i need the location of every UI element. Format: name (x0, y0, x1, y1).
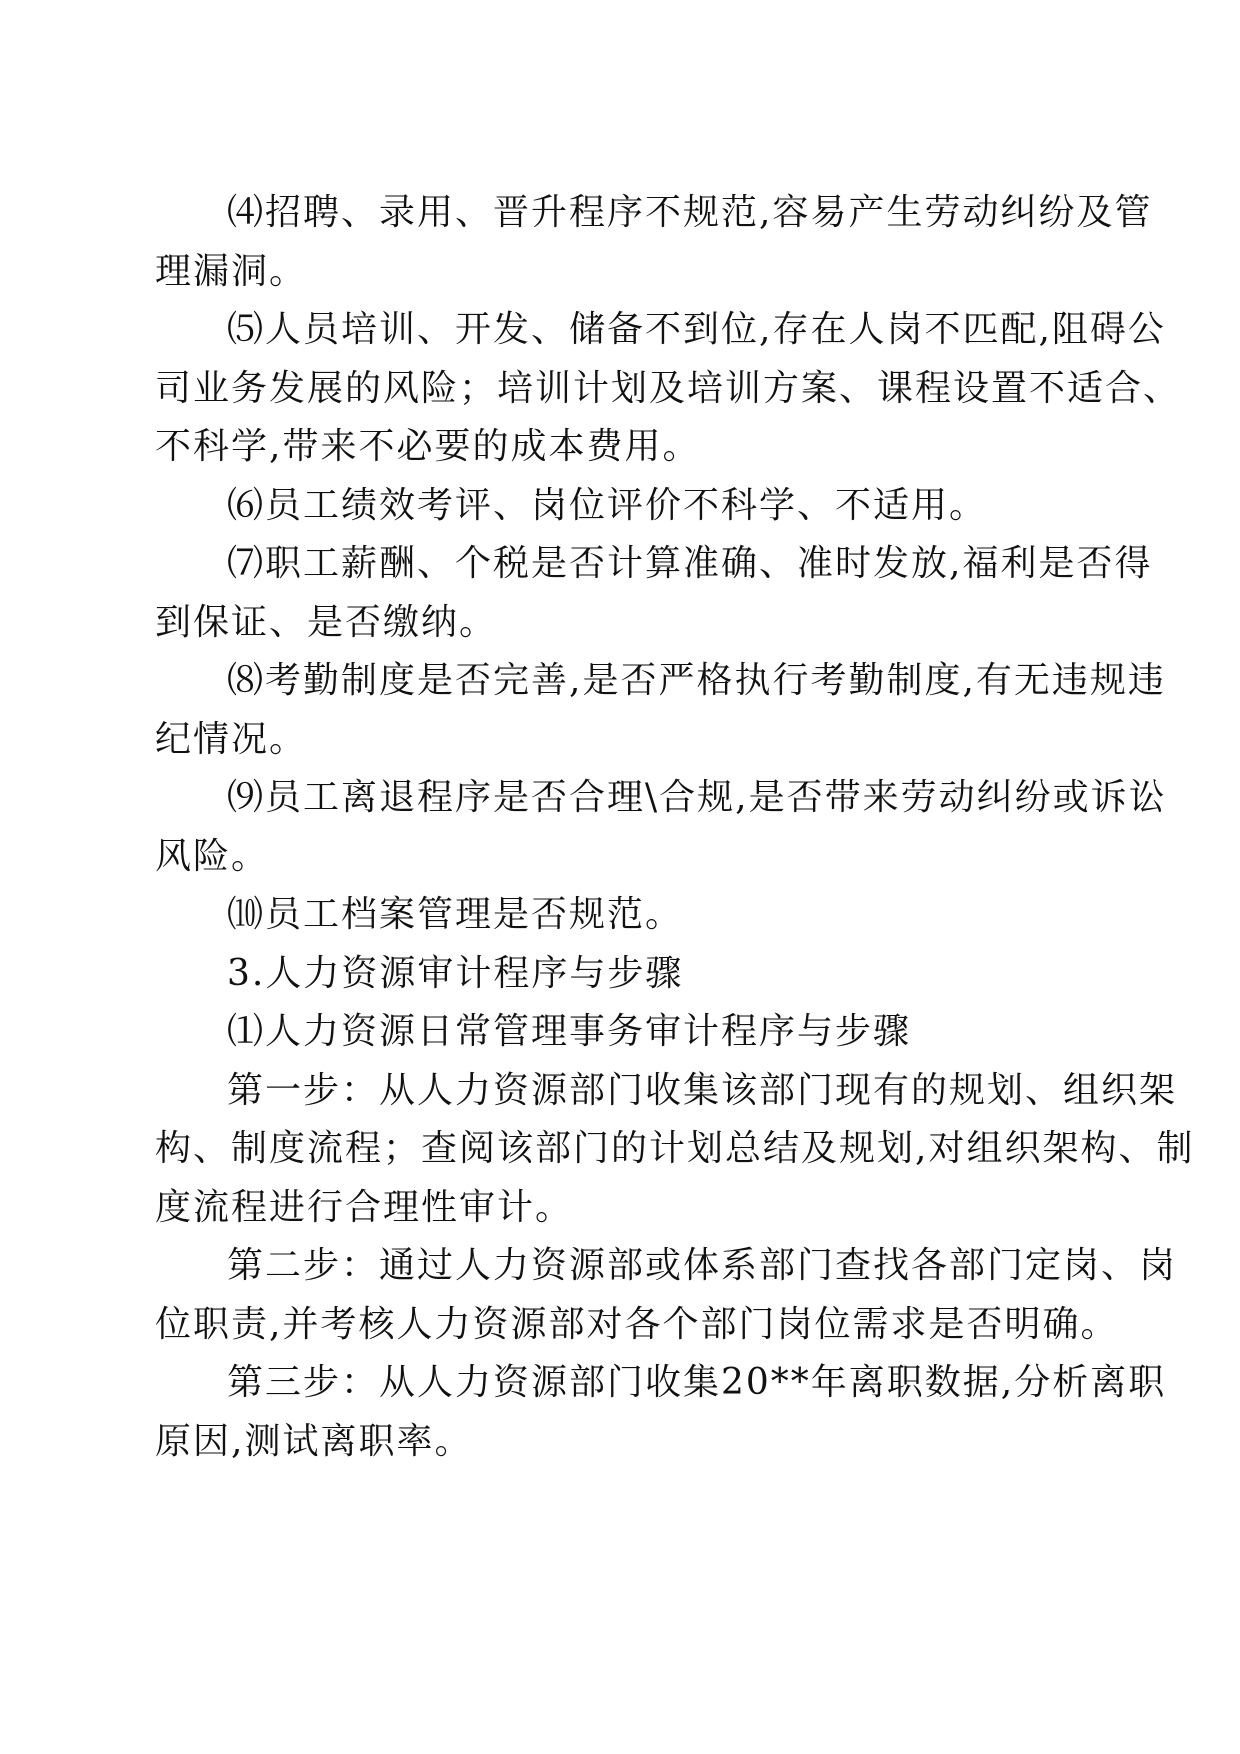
text-line: 风险。 (155, 835, 270, 877)
item-4-paragraph (155, 184, 1153, 301)
text-line: 到保证、是否缴纳。 (155, 601, 498, 643)
text-line: 司业务发展的风险；培训计划及培训方案、课程设置不适合、 (155, 367, 1182, 409)
document-body (155, 184, 1195, 1471)
text-line: ⑼员工离退程序是否合理\合规,是否带来劳动纠纷或诉讼 (227, 777, 1167, 818)
item-5-paragraph (155, 301, 1182, 477)
text-line: 构、制度流程；查阅该部门的计划总结及规划,对组织架构、制 (155, 1128, 1195, 1169)
item-9-paragraph (155, 769, 1167, 886)
subsection-title: ⑴人力资源日常管理事务审计程序与步骤 (227, 1011, 912, 1052)
section-title: 3.人力资源审计程序与步骤 (227, 952, 684, 994)
item-7-paragraph (155, 535, 1153, 652)
text-line: 第二步：通过人力资源部或体系部门查找各部门定岗、岗 (227, 1245, 1178, 1286)
text-line: ⑸人员培训、开发、储备不到位,存在人岗不匹配,阻碍公 (227, 309, 1166, 350)
text-line: ⑻考勤制度是否完善,是否严格执行考勤制度,有无违规违 (227, 660, 1166, 701)
text-line: 原因,测试离职率。 (155, 1420, 473, 1462)
item-6-paragraph (155, 477, 1080, 536)
text-line: 第三步：从人力资源部门收集20**年离职数据,分析离职 (227, 1362, 1167, 1403)
text-line: 位职责,并考核人力资源部对各个部门岗位需求是否明确。 (155, 1303, 1119, 1345)
text-line: ⑽员工档案管理是否规范。 (227, 894, 684, 935)
step-3-paragraph (155, 1354, 1167, 1471)
text-line: 度流程进行合理性审计。 (155, 1186, 574, 1228)
text-line: 第一步：从人力资源部门收集该部门现有的规划、组织架 (227, 1069, 1178, 1111)
subsection-heading-1 (155, 1003, 1080, 1062)
text-line: 不科学,带来不必要的成本费用。 (155, 426, 701, 467)
item-8-paragraph (155, 652, 1166, 769)
step-1-paragraph (155, 1062, 1195, 1238)
text-line: ⑹员工绩效考评、岗位评价不科学、不适用。 (227, 484, 988, 526)
item-10-paragraph (155, 886, 1080, 945)
text-line: ⑷招聘、录用、晋升程序不规范,容易产生劳动纠纷及管 (227, 192, 1153, 233)
step-2-paragraph (155, 1237, 1178, 1354)
text-line: 纪情况。 (155, 718, 308, 760)
text-line: 理漏洞。 (155, 250, 308, 292)
section-heading-3 (155, 945, 1080, 1004)
text-line: ⑺职工薪酬、个税是否计算准确、准时发放,福利是否得 (227, 543, 1153, 584)
